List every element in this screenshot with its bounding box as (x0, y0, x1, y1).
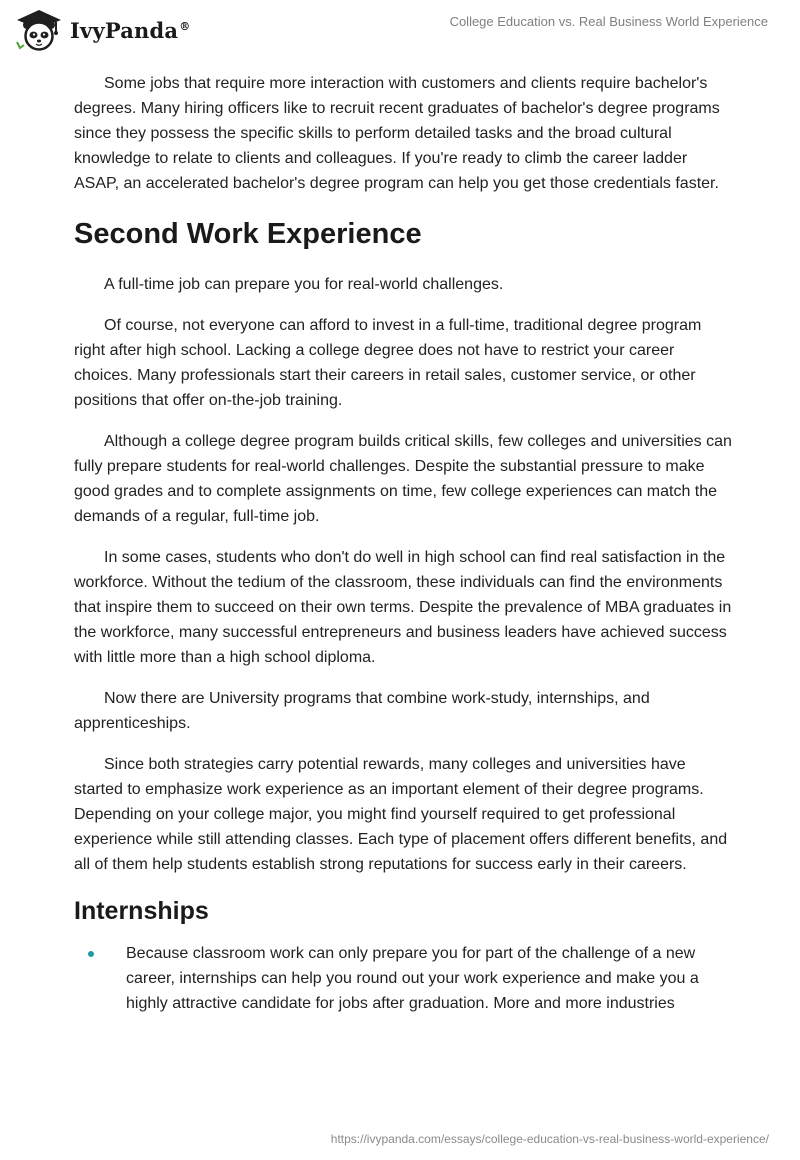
document-title: College Education vs. Real Business World Experience (449, 14, 768, 29)
registered-mark: ® (179, 19, 191, 33)
paragraph: In some cases, students who don't do well in high school can find real satisfaction in the workforce. Without the tedium of the classroom, these individuals can find the environments that inspire them to succeed on their own terms. Despite the prevalence of MBA graduates in the workforce, many successful entrepreneurs and business leaders have achieved success with little more than a high school diploma. (74, 549, 732, 666)
article-body (74, 71, 734, 1016)
list-item-text: Because classroom work can only prepare you for part of the challenge of a new career, internships can help you round out your work experience and make you a highly attractive candidate for jobs after graduation. More and more industries (126, 945, 699, 1012)
paragraph: Although a college degree program builds critical skills, few colleges and universities can fully prepare students for real-world challenges. Despite the substantial pressure to make good grades and to complete assignments on time, few college experiences can match the demands of a regular, full-time job. (74, 433, 732, 525)
paragraph: A full-time job can prepare you for real-world challenges. (104, 276, 504, 293)
page-header (0, 0, 800, 60)
list-item (74, 941, 734, 1016)
section-heading: Second Work Experience (74, 218, 422, 250)
bullet-dot-icon (88, 951, 94, 957)
source-url[interactable]: https://ivypanda.com/essays/college-education-vs-real-business-world-experience/ (330, 1132, 769, 1146)
subsection-heading: Internships (74, 897, 209, 925)
paragraph: Now there are University programs that combine work-study, internships, and apprenticeships. (74, 690, 650, 732)
paragraph: Since both strategies carry potential rewards, many colleges and universities have started to emphasize work experience as an important element of their degree programs. Depending on your college major, you might find yourself required to get professional experience while still attending classes. Each type of placement offers different benefits, and all of them help students establish strong reputations for success early in their careers. (74, 756, 728, 873)
panda-graduate-icon (14, 8, 64, 52)
brand-name: IvyPanda® (70, 17, 191, 43)
ivypanda-logo[interactable] (14, 8, 190, 52)
paragraph: Of course, not everyone can afford to invest in a full-time, traditional degree program right after high school. Lacking a college degree does not have to restrict your career choices. Many professionals start their careers in retail sales, customer service, or other positions that offer on-the-job training. (74, 317, 702, 409)
bullet-list (74, 941, 734, 1016)
paragraph: Some jobs that require more interaction with customers and clients require bachelor's degrees. Many hiring officers like to recruit recent graduates of bachelor's degree programs since they possess the specific skills to perform detailed tasks and the broad cultural knowledge to relate to clients and colleagues. If you're ready to climb the career ladder ASAP, an accelerated bachelor's degree program can help you get those credentials faster. (74, 75, 720, 192)
